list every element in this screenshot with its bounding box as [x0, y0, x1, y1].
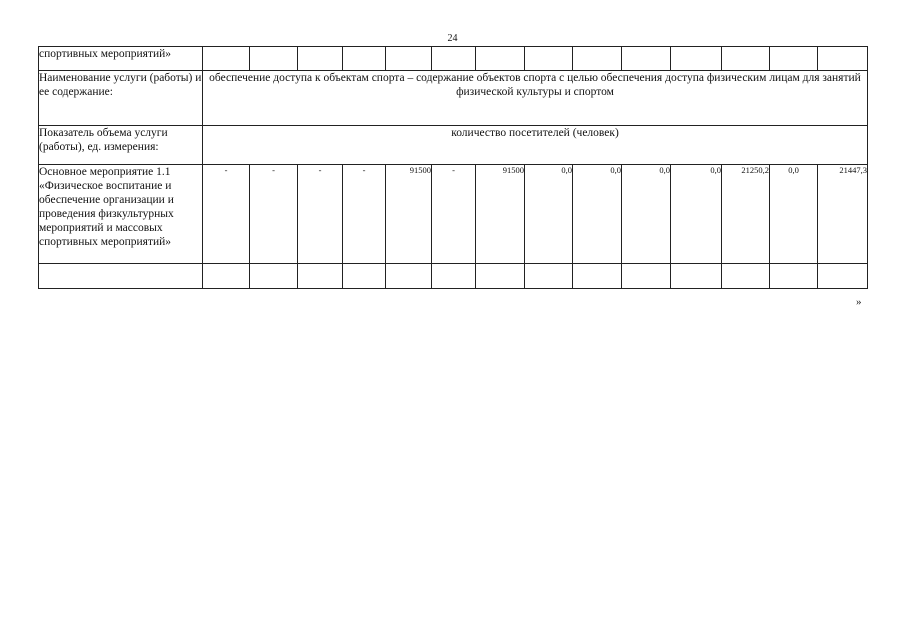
table-row — [39, 264, 868, 289]
empty-cell — [343, 47, 386, 71]
empty-cell — [525, 264, 573, 289]
empty-cell — [622, 47, 671, 71]
empty-cell — [573, 264, 622, 289]
row-label-continuation: спортивных мероприятий» — [39, 47, 203, 71]
empty-cell — [671, 264, 722, 289]
empty-cell — [203, 47, 250, 71]
empty-cell — [250, 47, 298, 71]
service-name-content: обеспечение доступа к объектам спорта – содержание объектов спорта с целью обеспечения доступа физическим лицам для занятий физической культуры и спортом — [203, 71, 868, 126]
value-cell: 21250,2 — [722, 165, 770, 264]
empty-cell — [818, 264, 868, 289]
value-cell: - — [298, 165, 343, 264]
empty-cell — [573, 47, 622, 71]
value-cell: 0,0 — [671, 165, 722, 264]
empty-cell — [525, 47, 573, 71]
value-cell: - — [343, 165, 386, 264]
empty-cell — [671, 47, 722, 71]
empty-cell — [203, 264, 250, 289]
page-number: 24 — [447, 33, 458, 44]
empty-cell — [386, 47, 432, 71]
empty-cell — [386, 264, 432, 289]
service-name-label: Наименование услуги (работы) и ее содержание: — [39, 71, 203, 126]
table-row — [39, 71, 868, 126]
empty-cell — [770, 47, 818, 71]
table-row — [39, 165, 868, 264]
volume-indicator-content: количество посетителей (человек) — [203, 126, 868, 165]
empty-cell — [476, 264, 525, 289]
value-cell: 91500 — [476, 165, 525, 264]
value-cell: 0,0 — [573, 165, 622, 264]
empty-cell — [343, 264, 386, 289]
table-row — [39, 126, 868, 165]
value-cell: - — [432, 165, 476, 264]
value-cell: - — [250, 165, 298, 264]
empty-cell — [818, 47, 868, 71]
empty-cell — [432, 47, 476, 71]
volume-indicator-label: Показатель объема услуги (работы), ед. измерения: — [39, 126, 203, 165]
table-row — [39, 47, 868, 71]
closing-quote: » — [856, 296, 862, 308]
empty-cell — [622, 264, 671, 289]
empty-cell — [298, 47, 343, 71]
empty-cell — [770, 264, 818, 289]
value-cell: 21447,3 — [818, 165, 868, 264]
value-cell: - — [203, 165, 250, 264]
value-cell: 0,0 — [770, 165, 818, 264]
main-activity-label: Основное мероприятие 1.1 «Физическое воспитание и обеспечение организации и проведения физкультурных мероприятий и массовых спортивных мероприятий» — [39, 165, 203, 264]
service-table — [38, 46, 868, 289]
empty-cell — [432, 264, 476, 289]
empty-cell — [722, 264, 770, 289]
empty-cell — [722, 47, 770, 71]
empty-cell — [476, 47, 525, 71]
value-cell: 0,0 — [525, 165, 573, 264]
empty-cell — [298, 264, 343, 289]
empty-cell — [39, 264, 203, 289]
value-cell: 0,0 — [622, 165, 671, 264]
empty-cell — [250, 264, 298, 289]
value-cell: 91500 — [386, 165, 432, 264]
